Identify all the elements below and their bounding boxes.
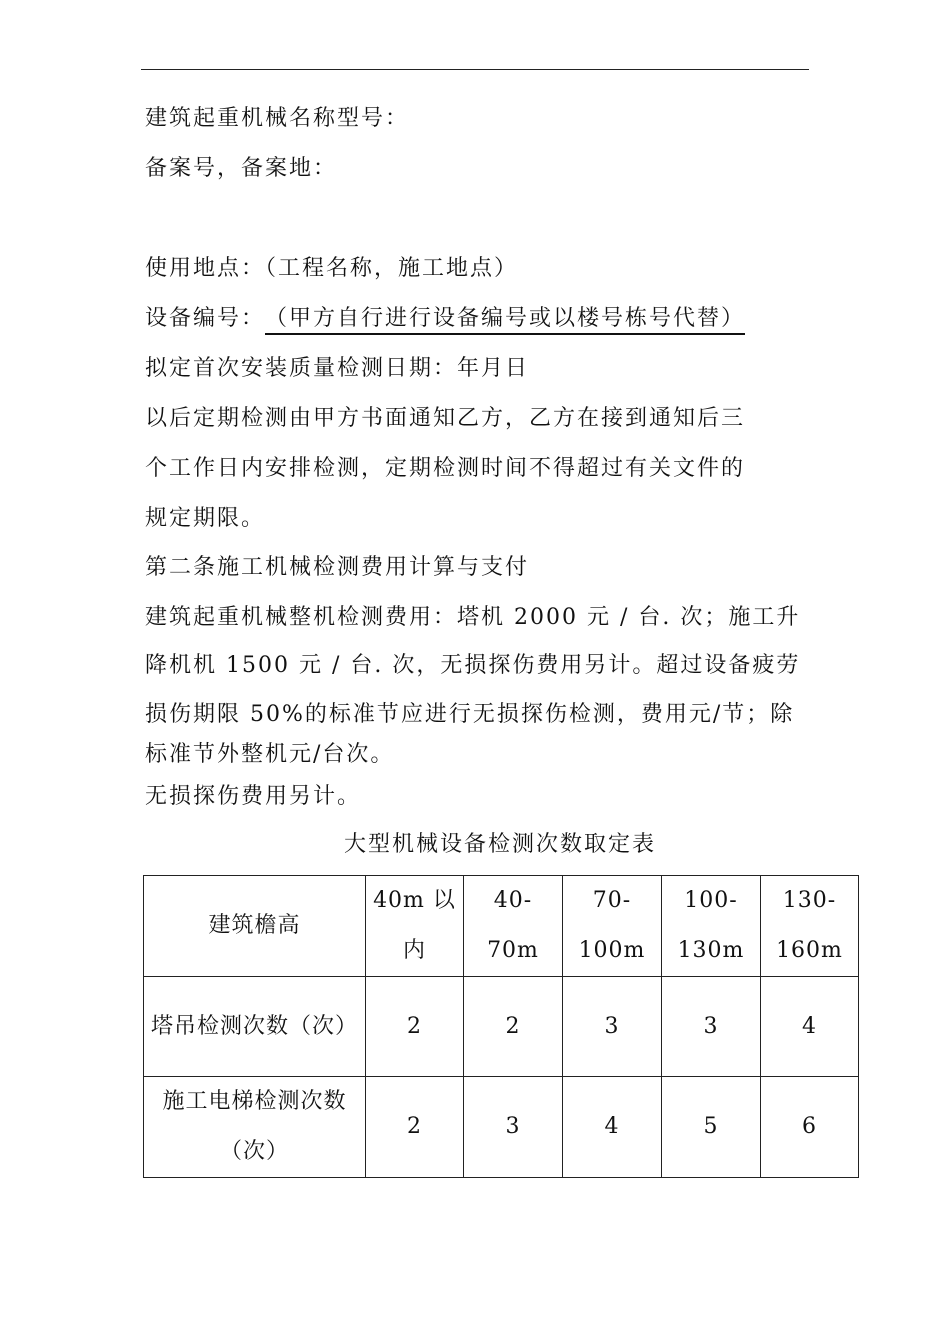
paragraph-line: 建筑起重机械整机检测费用：塔机 2000 元 / 台. 次；施工升: [145, 605, 801, 630]
first-inspection-date-line: 拟定首次安装质量检测日期：年月日: [145, 356, 530, 381]
table-caption: 大型机械设备检测次数取定表: [343, 832, 656, 857]
header-cell: 70-100m: [563, 876, 662, 977]
table-cell: 2: [366, 977, 464, 1077]
header-cell: 130-160m: [761, 876, 859, 977]
header-cell: 40-70m: [464, 876, 563, 977]
inspection-count-table: [143, 875, 859, 1178]
row-label: 施工电梯检测次数（次）: [144, 1077, 366, 1178]
paragraph-line: 无损探伤费用另计。: [145, 784, 362, 809]
table-cell: 3: [662, 977, 761, 1077]
table-row: [144, 977, 859, 1077]
paragraph-line: 以后定期检测由甲方书面通知乙方，乙方在接到通知后三: [145, 406, 746, 431]
paragraph-line: 标准节外整机元/台次。: [145, 742, 395, 767]
table-cell: 3: [464, 1077, 563, 1178]
paragraph-line: 降机机 1500 元 / 台. 次，无损探伤费用另计。超过设备疲劳: [145, 653, 801, 678]
header-rule: [141, 69, 809, 70]
table-cell: 5: [662, 1077, 761, 1178]
usage-location-line: 使用地点：（工程名称，施工地点）: [145, 256, 519, 281]
table-cell: 4: [563, 1077, 662, 1178]
table-cell: 4: [761, 977, 859, 1077]
record-number-line: 备案号，备案地：: [145, 156, 338, 181]
table-cell: 3: [563, 977, 662, 1077]
equipment-number-value: （甲方自行进行设备编号或以楼号栋号代替）: [265, 306, 745, 335]
equipment-number-label: 设备编号：: [145, 306, 266, 331]
table-cell: 2: [464, 977, 563, 1077]
table-cell: 6: [761, 1077, 859, 1178]
equipment-number-line: [145, 304, 745, 335]
paragraph-line: 个工作日内安排检测，定期检测时间不得超过有关文件的: [145, 456, 746, 481]
paragraph-line: 损伤期限 50%的标准节应进行无损探伤检测，费用元/节；除: [145, 702, 795, 727]
table-row: [144, 1077, 859, 1178]
header-cell: 40m 以内: [366, 876, 464, 977]
crane-name-model-line: 建筑起重机械名称型号：: [145, 106, 410, 131]
header-cell: 建筑檐高: [144, 876, 366, 977]
section-heading: 第二条施工机械检测费用计算与支付: [145, 555, 530, 580]
paragraph-line: 规定期限。: [145, 506, 266, 531]
table-header-row: [144, 876, 859, 977]
row-label: 塔吊检测次数（次）: [144, 977, 366, 1077]
table-cell: 2: [366, 1077, 464, 1178]
header-cell: 100-130m: [662, 876, 761, 977]
